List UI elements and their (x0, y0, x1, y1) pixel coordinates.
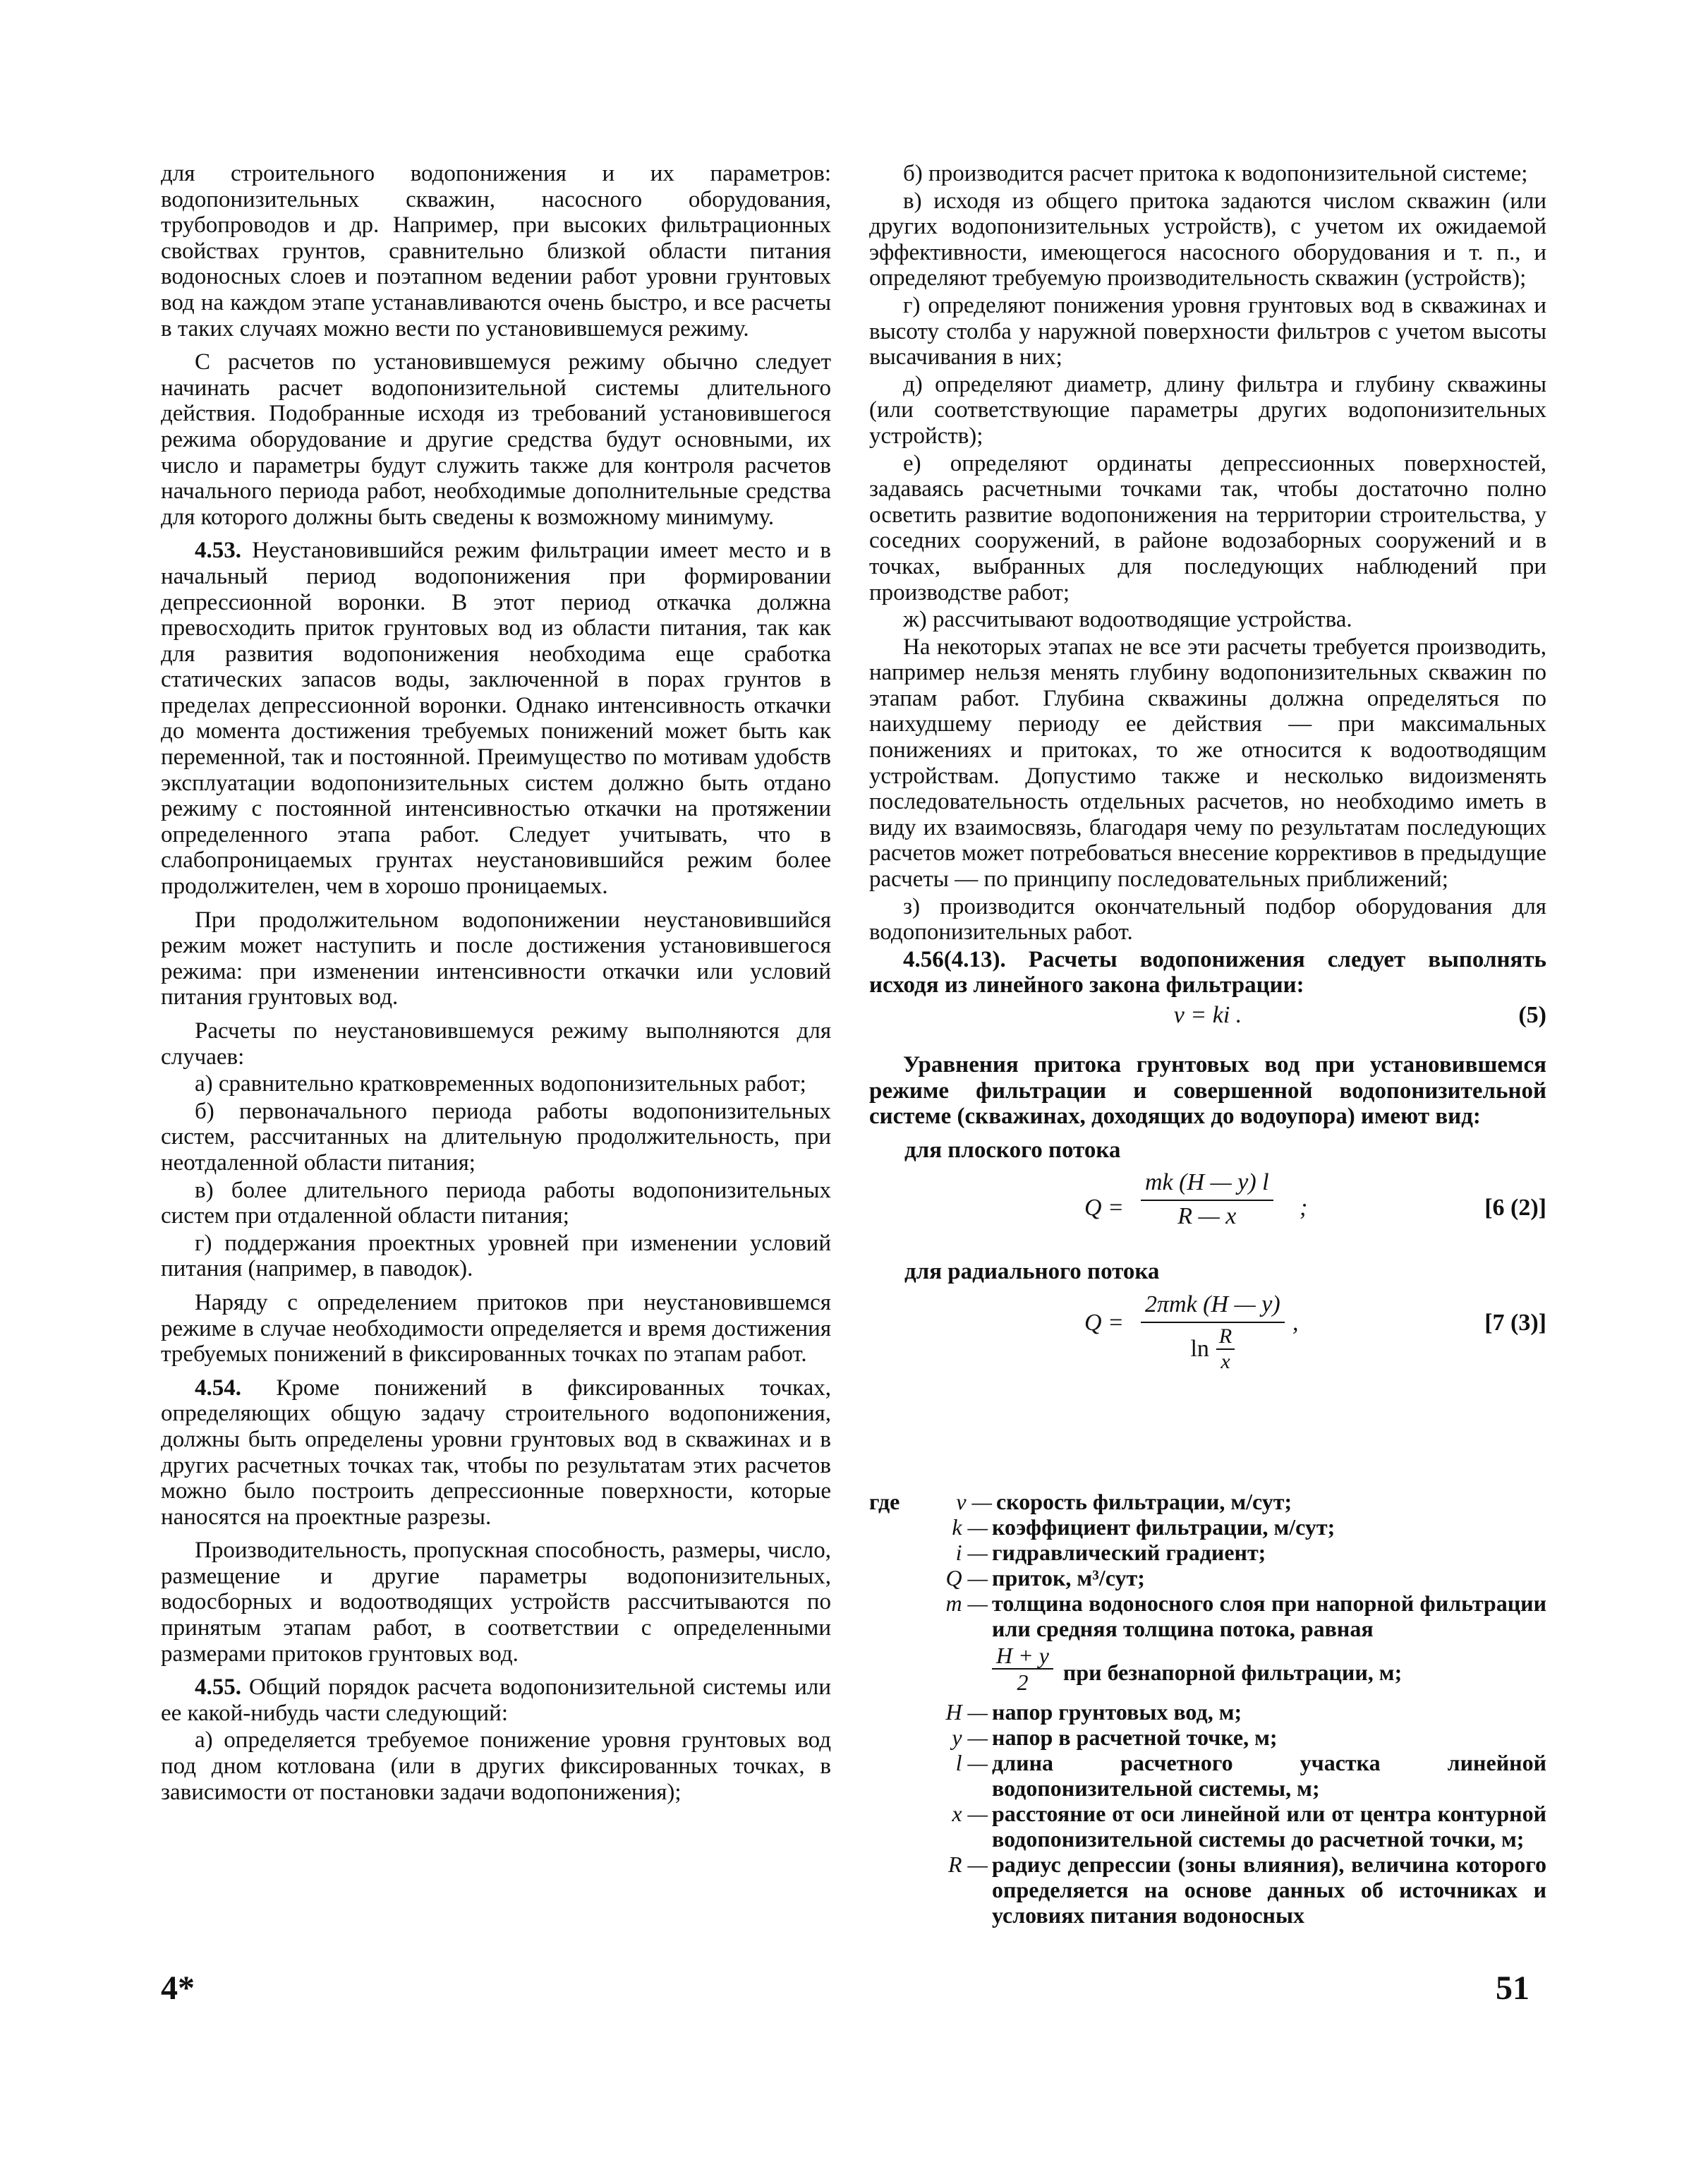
equation-5 (869, 1003, 1546, 1042)
equation-6-numerator: mk (H — y) l (1141, 1169, 1273, 1201)
where-word: где (869, 1489, 900, 1514)
paragraph: Наряду с определением притоков при неустановившемся режиме в случае необходимости определяется и время достижения требуемых понижений в фиксированных точках по этапам работ. (161, 1289, 831, 1368)
paragraph (161, 1375, 831, 1531)
definition-v (869, 1489, 1546, 1514)
equation-7-lhs: Q = (1084, 1309, 1124, 1336)
m-fraction-numerator: H + y (992, 1643, 1053, 1670)
list-item: д) определяют диаметр, длину фильтра и глубину скважины (или соответствующие параметры других водопонизительных устройств); (869, 371, 1546, 449)
equation-6-punct: ; (1300, 1195, 1308, 1221)
definition-symbol: y — (952, 1725, 988, 1750)
definition-text: радиус депрессии (зоны влияния), величина которого определяется на основе данных об источниках и условиях питания водоносных (992, 1852, 1546, 1928)
m-fraction (992, 1643, 1053, 1695)
definition-symbol: Q — (945, 1565, 988, 1590)
list-item: б) производится расчет притока к водопонизительной системе; (903, 161, 1528, 186)
radial-flow-label: для радиального потока (904, 1259, 1160, 1285)
definition-x (869, 1801, 1546, 1852)
left-column (161, 161, 831, 1813)
definition-text: приток, м³/сут; (992, 1565, 1145, 1590)
definition-symbol: l — (955, 1750, 988, 1775)
definition-text: напор грунтовых вод, м; (992, 1699, 1242, 1725)
definition-symbol: R — (948, 1852, 988, 1877)
definition-symbol: m — (945, 1590, 988, 1616)
spacer (869, 1643, 992, 1695)
definition-m-fraction (869, 1643, 1546, 1695)
ln-fraction (1216, 1324, 1235, 1374)
definition-text: напор в расчетной точке, м; (992, 1725, 1278, 1750)
paragraph: Производительность, пропускная способность, размеры, число, размещение и другие параметры водопонизительных, водосборных и водоотводящих устройств рассчитываются по принятым этапам работ, в соответствии с определенными размерами притоков грунтовых вод. (161, 1538, 831, 1667)
right-column (869, 161, 1546, 1402)
definition-text: коэффициент фильтрации, м/сут; (992, 1514, 1335, 1540)
page-number: 51 (1496, 1969, 1530, 2007)
list-item: ж) рассчитывают водоотводящие устройства. (903, 607, 1352, 633)
equation-7-punct: , (1292, 1309, 1299, 1336)
equation-7-tag: [7 (3)] (1484, 1309, 1546, 1336)
equation-5-tag: (5) (1518, 1002, 1546, 1028)
definition-symbol: k — (952, 1514, 988, 1540)
definition-l (869, 1750, 1546, 1801)
paragraph: При продолжительном водопонижении неустановившийся режим может наступить и после достижения установившегося режима: при изменении интенсивности откачки или условий питания грунтовых вод. (161, 907, 831, 1010)
list-item: а) сравнительно кратковременных водопонизительных работ; (195, 1071, 806, 1097)
definition-text: расстояние от оси линейной или от центра контурной водопонизительной системы до расчетной точки, м; (992, 1801, 1546, 1852)
symbol-definitions (869, 1489, 1546, 1928)
definition-q (869, 1565, 1546, 1590)
definition-symbol: x — (952, 1801, 988, 1826)
definition-symbol: H — (945, 1699, 988, 1725)
definition-h (869, 1699, 1546, 1725)
equation-6-lhs: Q = (1084, 1195, 1124, 1221)
list-item: е) определяют ординаты депрессионных поверхностей, задаваясь расчетными точками так, чтобы достаточно полно осветить развитие водопонижения на территории строительства, у соседних сооружений, в районе водозаборных сооружений и в точках, выбранных для последующих наблюдений при производстве работ; (869, 450, 1546, 605)
flat-flow-label: для плоского потока (904, 1137, 1121, 1163)
definition-symbol: v — (956, 1489, 992, 1514)
equation-7-numerator: 2πmk (H — y) (1141, 1291, 1285, 1323)
section-number: 4.55. (195, 1674, 241, 1701)
inflow-intro: Уравнения притока грунтовых вод при установившемся режиме фильтрации и совершенной водопонизительной системе (скважинах, доходящих до водоупора) имеют вид: (869, 1052, 1546, 1130)
paragraph: На некоторых этапах не все эти расчеты требуется производить, например нельзя менять глубину водопонизительных скважин по этапам работ. Глубина скважины должна определяться по наихудшему периоду ее действия — при максимальных понижениях и притоках, то же относится к водоотводящим устройствам. Допустимо также и несколько видоизменять последовательность отдельных расчетов, но необходимо иметь в виду их взаимосвязь, благодаря чему по результатам последующих расчетов может потребоваться внесение коррективов в предыдущие расчеты — по принципу последовательных приближений; (869, 634, 1546, 893)
paragraph: для строительного водопонижения и их параметров: водопонизительных скважин, насосного оборудования, трубопроводов и др. Например, при высоких фильтрационных свойствах грунтов, сравнительно близкой области питания водоносных слоев и поэтапном ведении работ уровни грунтовых вод на каждом этапе устанавливаются очень быстро, и все расчеты в таких случаях можно вести по установившемуся режиму. (161, 161, 831, 342)
list-item: а) определяется требуемое понижение уровня грунтовых вод под дном котлована (или в других фиксированных точках, в зависимости от постановки задачи водопонижения); (161, 1727, 831, 1805)
ln-numerator: R (1216, 1324, 1235, 1350)
paragraph-text: Кроме понижений в фиксированных точках, определяющих общую задачу строительного водопонижения, должны быть определены уровни грунтовых вод в скважинах и в других расчетных точках так, чтобы по результатам этих расчетов можно было построить депрессионные поверхности, которые наносятся на проектные разрезы. (161, 1375, 831, 1530)
section-number: 4.54. (195, 1375, 241, 1401)
definition-i (869, 1540, 1546, 1565)
list-item: в) более длительного периода работы водопонизительных систем при отдаленной области питания; (161, 1177, 831, 1229)
definition-text: гидравлический градиент; (992, 1540, 1266, 1565)
definition-k (869, 1514, 1546, 1540)
definition-r (869, 1852, 1546, 1928)
list-item: з) производится окончательный подбор оборудования для водопонизительных работ. (869, 893, 1546, 946)
paragraph: Расчеты по неустановившемуся режиму выполняются для случаев: (161, 1018, 831, 1070)
equation-6-tag: [6 (2)] (1484, 1195, 1546, 1221)
definition-y (869, 1725, 1546, 1750)
paragraph (161, 1674, 831, 1726)
definition-m (869, 1590, 1546, 1641)
paragraph (161, 538, 831, 899)
paragraph-text: Общий порядок расчета водопонизительной системы или ее какой-нибудь части следующий: (161, 1674, 831, 1726)
equation-7 (869, 1291, 1546, 1396)
list-item: в) исходя из общего притока задаются числом скважин (или других водопонизительных устройств), с учетом их ожидаемой эффективности, имеющегося насосного оборудования и т. п., и определяют требуемую производительность скважин (устройств); (869, 188, 1546, 291)
section-4-56: 4.56(4.13). Расчеты водопонижения следует выполнять исходя из линейного закона фильтрации: (869, 946, 1546, 998)
signature-mark: 4* (161, 1969, 195, 2007)
equation-6-denominator: R — x (1177, 1203, 1237, 1230)
ln-label: ln (1190, 1335, 1209, 1362)
equation-5-expr: v = ki . (1173, 1002, 1242, 1028)
definition-symbol: i — (955, 1540, 988, 1565)
m-fraction-denominator: 2 (1017, 1670, 1029, 1695)
m-fraction-tail: при безнапорной фильтрации, м; (1062, 1660, 1403, 1685)
list-item: г) определяют понижения уровня грунтовых вод в скважинах и высоту столба у наружной поверхности фильтров с учетом высоты высачивания в них; (869, 292, 1546, 370)
list-item: б) первоначального периода работы водопонизительных систем, рассчитанных на длительную продолжительность, при неотдаленной области питания; (161, 1098, 831, 1176)
equation-6-fraction (1141, 1169, 1273, 1231)
definition-text: скорость фильтрации, м/сут; (996, 1489, 1292, 1514)
definition-text: длина расчетного участка линейной водопонизительной системы, м; (992, 1750, 1546, 1801)
definition-text: толщина водоносного слоя при напорной фильтрации или средняя толщина потока, равная (992, 1590, 1546, 1641)
section-number: 4.53. (195, 538, 241, 564)
paragraph-text: Неустановившийся режим фильтрации имеет место и в начальный период водопонижения при формировании депрессионной воронки. В этот период откачка должна превосходить приток грунтовых вод из области питания, так как для развития водопонижения необходима еще сработка статических запасов воды, заключенной в порах грунтов в пределах депрессионной воронки. Однако интенсивность откачки до момента достижения требуемых понижений может быть как переменной, так и постоянной. Преимущество по мотивам удобств эксплуатации водопонизительных систем должно быть отдано режиму с постоянной интенсивностью откачки на протяжении определенного этапа работ. Следует учитывать, что в слабопроницаемых грунтах неустановившийся режим более продолжителен, чем в хорошо проницаемых. (161, 538, 832, 900)
equation-6 (869, 1169, 1546, 1253)
equation-7-fraction (1141, 1291, 1285, 1374)
equation-7-denominator (1190, 1323, 1235, 1374)
ln-denominator: x (1221, 1349, 1230, 1373)
paragraph: С расчетов по установившемуся режиму обычно следует начинать расчет водопонизительной системы длительного действия. Подобранные исходя из требований установившегося режима оборудование и другие средства будут основными, их число и параметры будут служить также для контроля расчетов начального периода работ, необходимые дополнительные средства для которого должны быть сведены к возможному минимуму. (161, 349, 831, 530)
list-item: г) поддержания проектных уровней при изменении условий питания (например, в паводок). (161, 1230, 831, 1282)
